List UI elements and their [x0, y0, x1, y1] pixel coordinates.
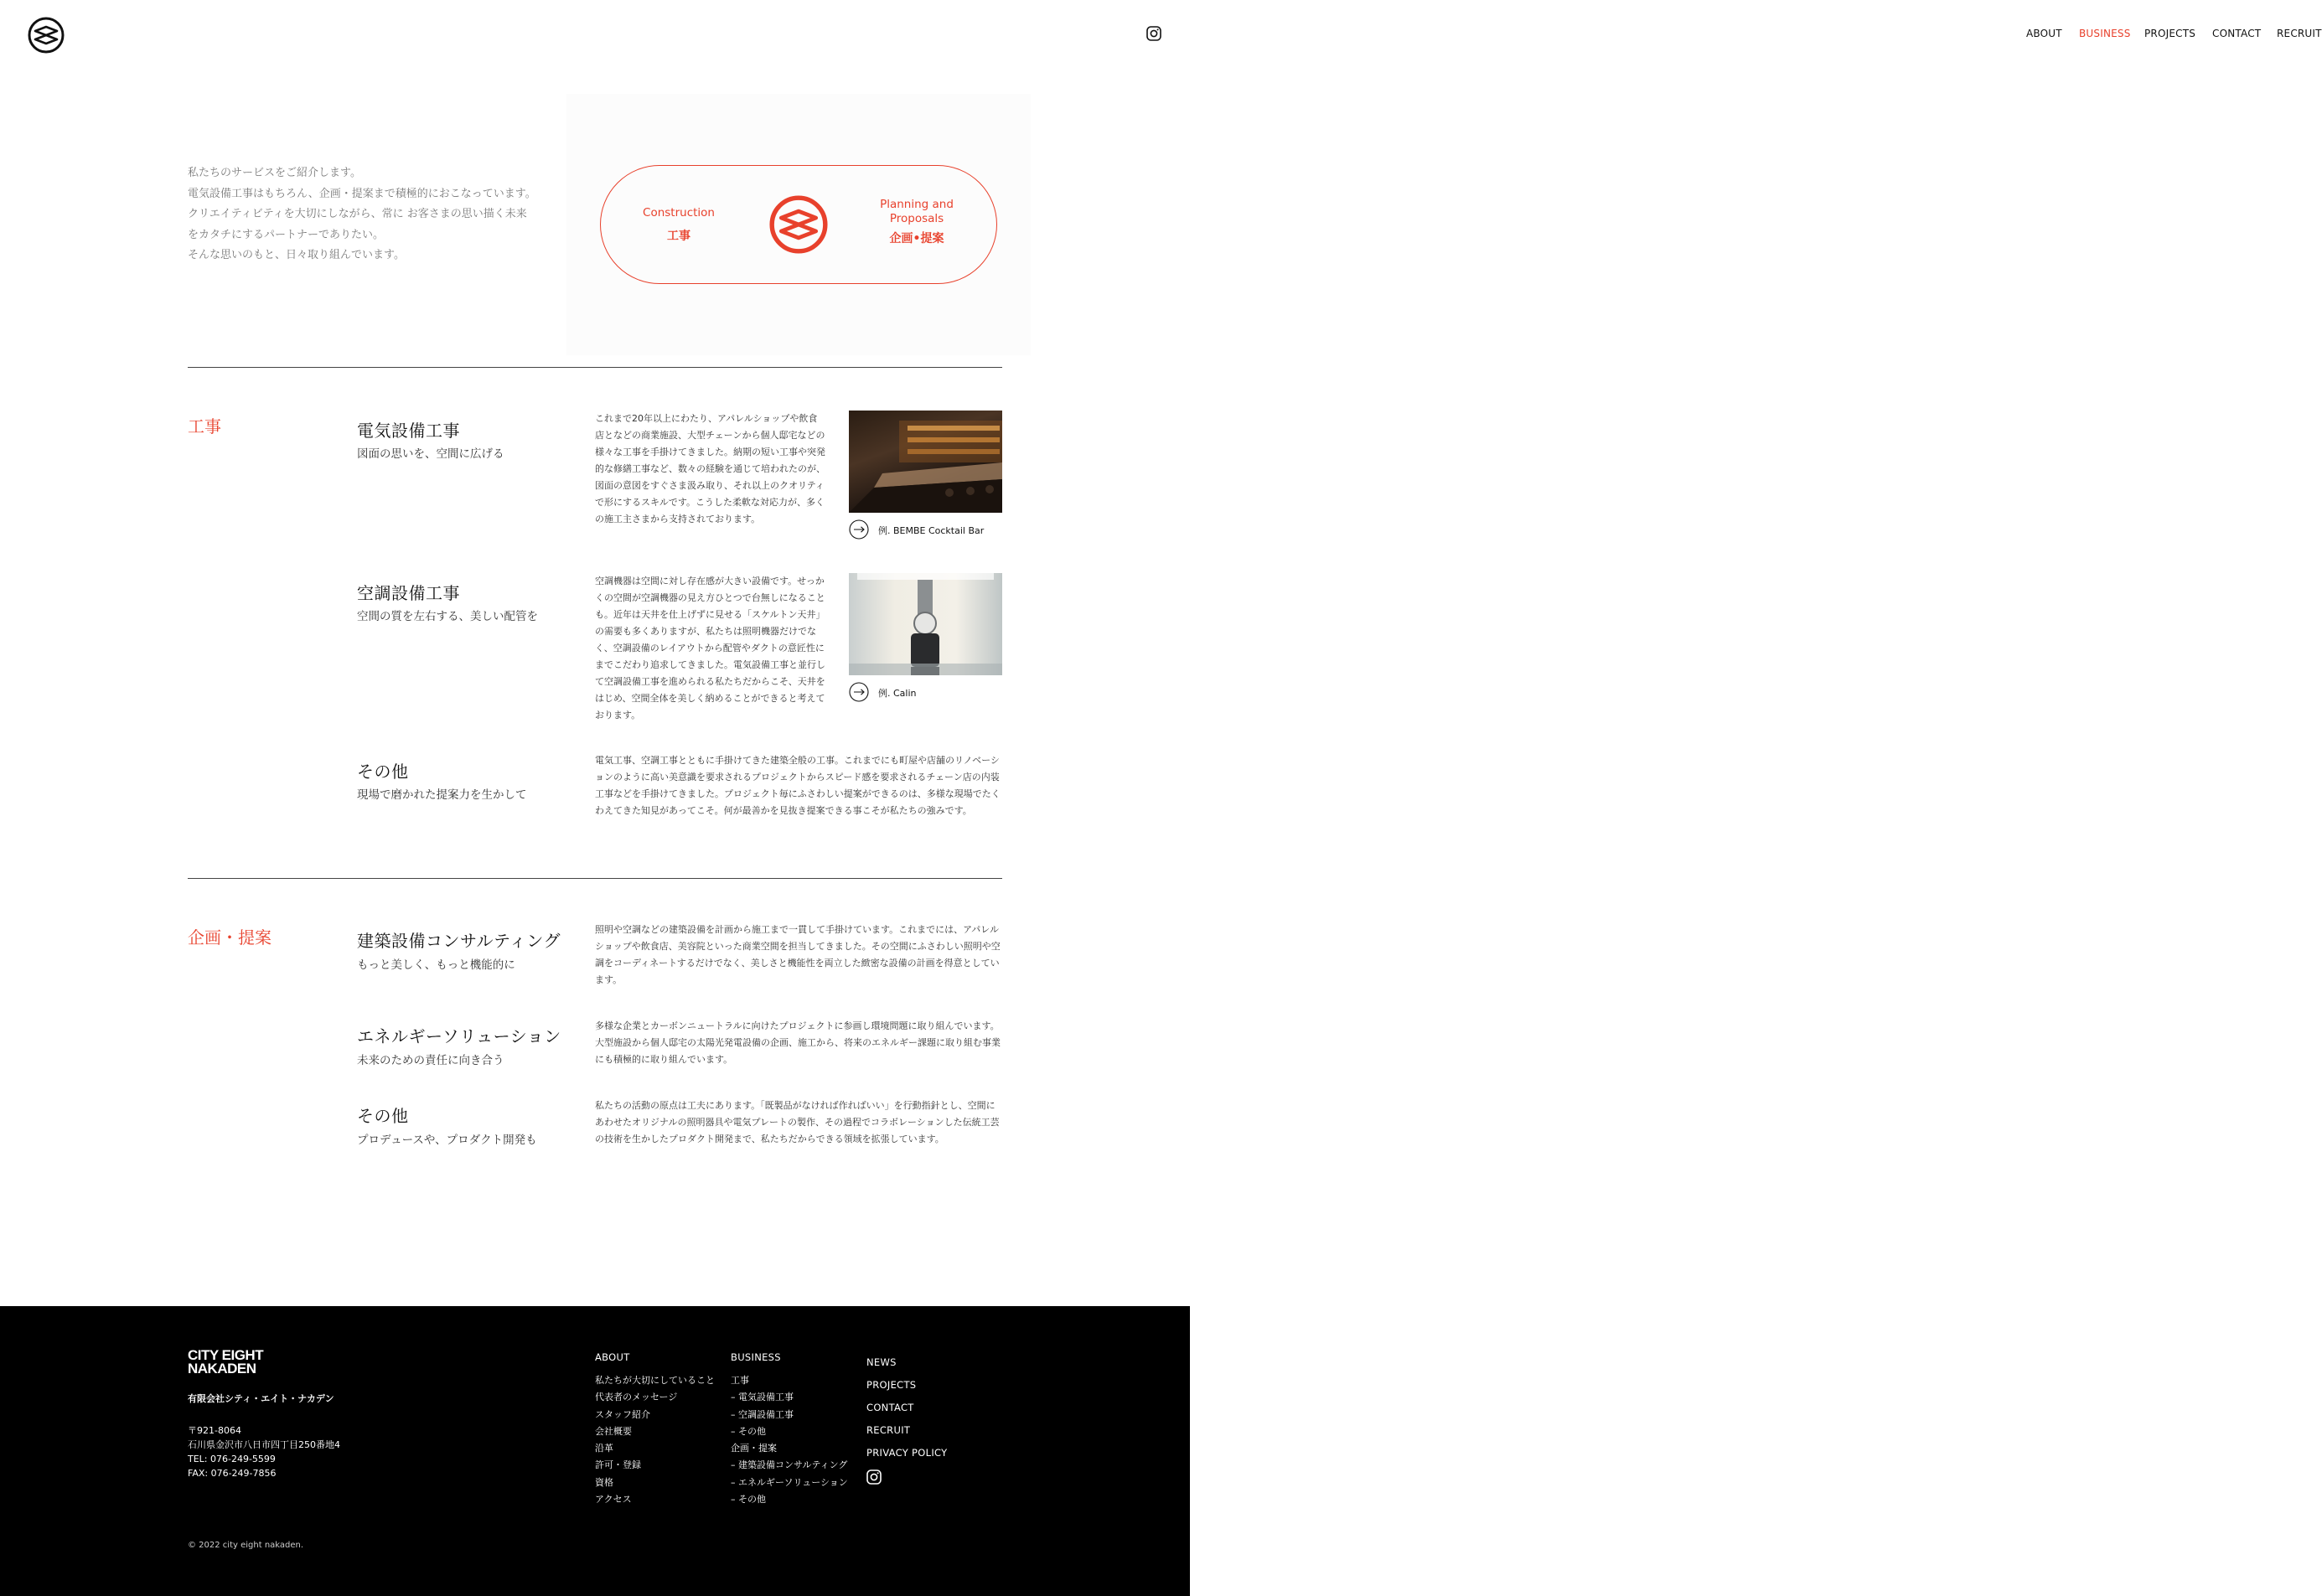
- footer-link-news[interactable]: NEWS: [866, 1356, 897, 1368]
- footer-business-item[interactable]: – その他: [731, 1425, 766, 1437]
- brand-emblem-icon[interactable]: [28, 17, 65, 54]
- category-title-construction: 工事: [188, 416, 221, 436]
- intro-line: 私たちのサービスをご紹介します。: [188, 167, 361, 179]
- service-title: 建築設備コンサルティング: [357, 931, 561, 951]
- arrow-right-circle-icon: [849, 682, 869, 702]
- footer-about-item[interactable]: 許可・登録: [595, 1459, 641, 1471]
- nav-business[interactable]: BUSINESS: [2079, 28, 2131, 39]
- nav-recruit[interactable]: RECRUIT: [2277, 28, 2322, 39]
- service-title: その他: [357, 1106, 409, 1126]
- nav-contact[interactable]: CONTACT: [2212, 28, 2262, 39]
- footer-about-item[interactable]: 資格: [595, 1476, 613, 1488]
- service-title: 空調設備工事: [357, 583, 460, 603]
- example-label: 例. Calin: [878, 688, 917, 699]
- service-title: その他: [357, 762, 409, 782]
- service-description: 電気工事、空調工事とともに手掛けてきた建築全般の工事。これまでにも町屋や店舗のリノベーションのように高い美意識を要求されるプロジェクトからスピード感を要求されるチェーン店の内装工事などを手掛けてきました。プロジェクト毎にふさわしい提案ができるのは、多様な現場でたくわえてきた知見があってこそ。何が最善かを見抜き提案できる事こそが私たちの強みです。: [595, 755, 1001, 816]
- footer-link-recruit[interactable]: RECRUIT: [866, 1424, 911, 1436]
- service-description: 照明や空調などの建築設備を計画から施工まで一貫して手掛けています。これまでには、アパレルショップや飲食店、美容院といった商業空間を担当してきました。その空間にふさわしい照明や空調をコーディネートするだけでなく、美しさと機能性を両立した緻密な設備の計画を得意としています。: [595, 924, 1001, 985]
- footer-business-item[interactable]: – その他: [731, 1494, 766, 1506]
- service-subtitle: 図面の思いを、空間に広げる: [357, 447, 504, 461]
- instagram-icon[interactable]: [1146, 26, 1161, 41]
- example-photo-calin[interactable]: [849, 573, 1002, 675]
- footer-about-item[interactable]: 会社概要: [595, 1425, 632, 1437]
- footer-brand-line: NAKADEN: [188, 1361, 256, 1376]
- footer-business-item[interactable]: – 電気設備工事: [731, 1392, 794, 1403]
- service-description: これまで20年以上にわたり、アパレルショップや飲食店となどの商業施設、大型チェーンから個人邸宅などの様々な工事を手掛けてきました。納期の短い工事や突発的な修繕工事など、数々の経験を通じて培われたのが、図面の意図をすぐさま汲み取り、それ以上のクオリティで形にするスキルです。こうした柔軟な対応力が、多くの施工主さまから支持されております。: [595, 413, 825, 524]
- diagram-construction-en: Construction: [643, 206, 715, 220]
- diagram-construction-jp: 工事: [667, 230, 690, 243]
- instagram-icon[interactable]: [866, 1469, 882, 1485]
- service-description: 多様な企業とカーボンニュートラルに向けたプロジェクトに参画し環境問題に取り組んでいます。大型施設から個人邸宅の太陽光発電設備の企画、施工から、将来のエネルギー課題に取り組む事業にも積極的に取り組んでいます。: [595, 1020, 1001, 1065]
- footer-business-item[interactable]: – エネルギーソリューション: [731, 1476, 848, 1488]
- service-title: 電気設備工事: [357, 421, 460, 441]
- section-divider: [188, 367, 1002, 368]
- footer-about-item[interactable]: 代表者のメッセージ: [595, 1392, 678, 1403]
- service-description: 空調機器は空間に対し存在感が大きい設備です。せっかくの空間が空調機器の見え方ひとつで台無しになることも。近年は天井を仕上げずに見せる「スケルトン天井」の需要も多くありますが、私たちは照明機器だけでなく、空調設備のレイアウトから配管やダクトの意匠性にまでこだわり追求してきました。電気設備工事と並行して空調設備工事を進められる私たちだからこそ、天井をはじめ、空間全体を美しく納めることができると考えております。: [595, 576, 825, 721]
- service-subtitle: もっと美しく、もっと機能的に: [357, 958, 515, 972]
- footer-address-line: 〒921-8064: [188, 1425, 241, 1436]
- diagram-construction: [637, 206, 721, 244]
- footer-address-line: 石川県金沢市八日市四丁目250番地4: [188, 1439, 340, 1450]
- footer-address: [188, 1423, 340, 1480]
- footer-business-head[interactable]: BUSINESS: [731, 1351, 781, 1363]
- arrow-right-circle-icon: [849, 519, 869, 540]
- brand-emblem-icon: [769, 195, 828, 254]
- service-description: 私たちの活動の原点は工夫にあります。「既製品がなければ作ればいい」を行動指針とし、空間にあわせたオリジナルの照明器具や電気プレートの製作、その過程でコラボレーションした伝統工芸の技術を生かしたプロダクト開発まで、私たちだからできる領域を拡張しています。: [595, 1100, 1000, 1144]
- diagram-planning-en: Planning and Proposals: [880, 198, 954, 225]
- footer-about-item[interactable]: スタッフ紹介: [595, 1408, 650, 1420]
- calin-photo-illustration: [849, 573, 1002, 675]
- footer-about-item[interactable]: アクセス: [595, 1494, 632, 1506]
- footer-links: [866, 1351, 947, 1464]
- nav-projects[interactable]: PROJECTS: [2144, 28, 2196, 39]
- footer-address-line: FAX: 076-249-7856: [188, 1468, 277, 1479]
- service-subtitle: 現場で磨かれた提案力を生かして: [357, 788, 527, 802]
- service-subtitle: 空間の質を左右する、美しい配管を: [357, 610, 538, 623]
- footer-business-item[interactable]: 工事: [731, 1375, 749, 1386]
- service-subtitle: プロデュースや、プロダクト開発も: [357, 1134, 537, 1147]
- footer-about-item[interactable]: 沿革: [595, 1443, 613, 1454]
- footer-brand-logo[interactable]: [188, 1349, 263, 1376]
- footer-company-name: 有限会社シティ・エイト・ナカデン: [188, 1393, 334, 1404]
- footer-link-projects[interactable]: PROJECTS: [866, 1379, 917, 1391]
- service-title: エネルギーソリューション: [357, 1026, 561, 1046]
- example-photo-bar[interactable]: [849, 411, 1002, 513]
- diagram-planning-jp: 企画•提案: [889, 232, 944, 245]
- intro-line: クリエイティビティを大切にしながら、常に お客さまの思い描く未来: [188, 208, 527, 220]
- footer-copyright: © 2022 city eight nakaden.: [188, 1541, 304, 1550]
- site-footer: [0, 1306, 1190, 1596]
- section-divider: [188, 878, 1002, 879]
- service-subtitle: 未来のための責任に向き合う: [357, 1054, 504, 1067]
- footer-business-menu: [731, 1351, 848, 1508]
- footer-business-item[interactable]: 企画・提案: [731, 1443, 777, 1454]
- footer-brand-line: CITY EIGHT: [188, 1347, 264, 1363]
- diagram-planning: [866, 198, 967, 246]
- intro-line: をカタチにするパートナーでありたい。: [188, 228, 385, 241]
- footer-about-item[interactable]: 私たちが大切にしていること: [595, 1375, 715, 1386]
- intro-line: そんな思いのもと、日々取り組んでいます。: [188, 249, 405, 261]
- bar-photo-illustration: [849, 411, 1002, 513]
- intro-line: 電気設備工事はもちろん、企画・提案まで積極的におこなっています。: [188, 187, 536, 200]
- footer-link-privacy[interactable]: PRIVACY POLICY: [866, 1447, 948, 1459]
- footer-link-contact[interactable]: CONTACT: [866, 1402, 914, 1413]
- example-label: 例. BEMBE Cocktail Bar: [878, 525, 985, 536]
- footer-business-item[interactable]: – 建築設備コンサルティング: [731, 1459, 848, 1471]
- intro-text: [188, 163, 556, 266]
- footer-about-head[interactable]: ABOUT: [595, 1351, 630, 1363]
- footer-business-item[interactable]: – 空調設備工事: [731, 1408, 794, 1420]
- category-title-planning: 企画・提案: [188, 927, 272, 948]
- footer-about-menu: [595, 1351, 715, 1508]
- footer-address-line: TEL: 076-249-5599: [188, 1454, 276, 1464]
- nav-about[interactable]: ABOUT: [2026, 28, 2062, 39]
